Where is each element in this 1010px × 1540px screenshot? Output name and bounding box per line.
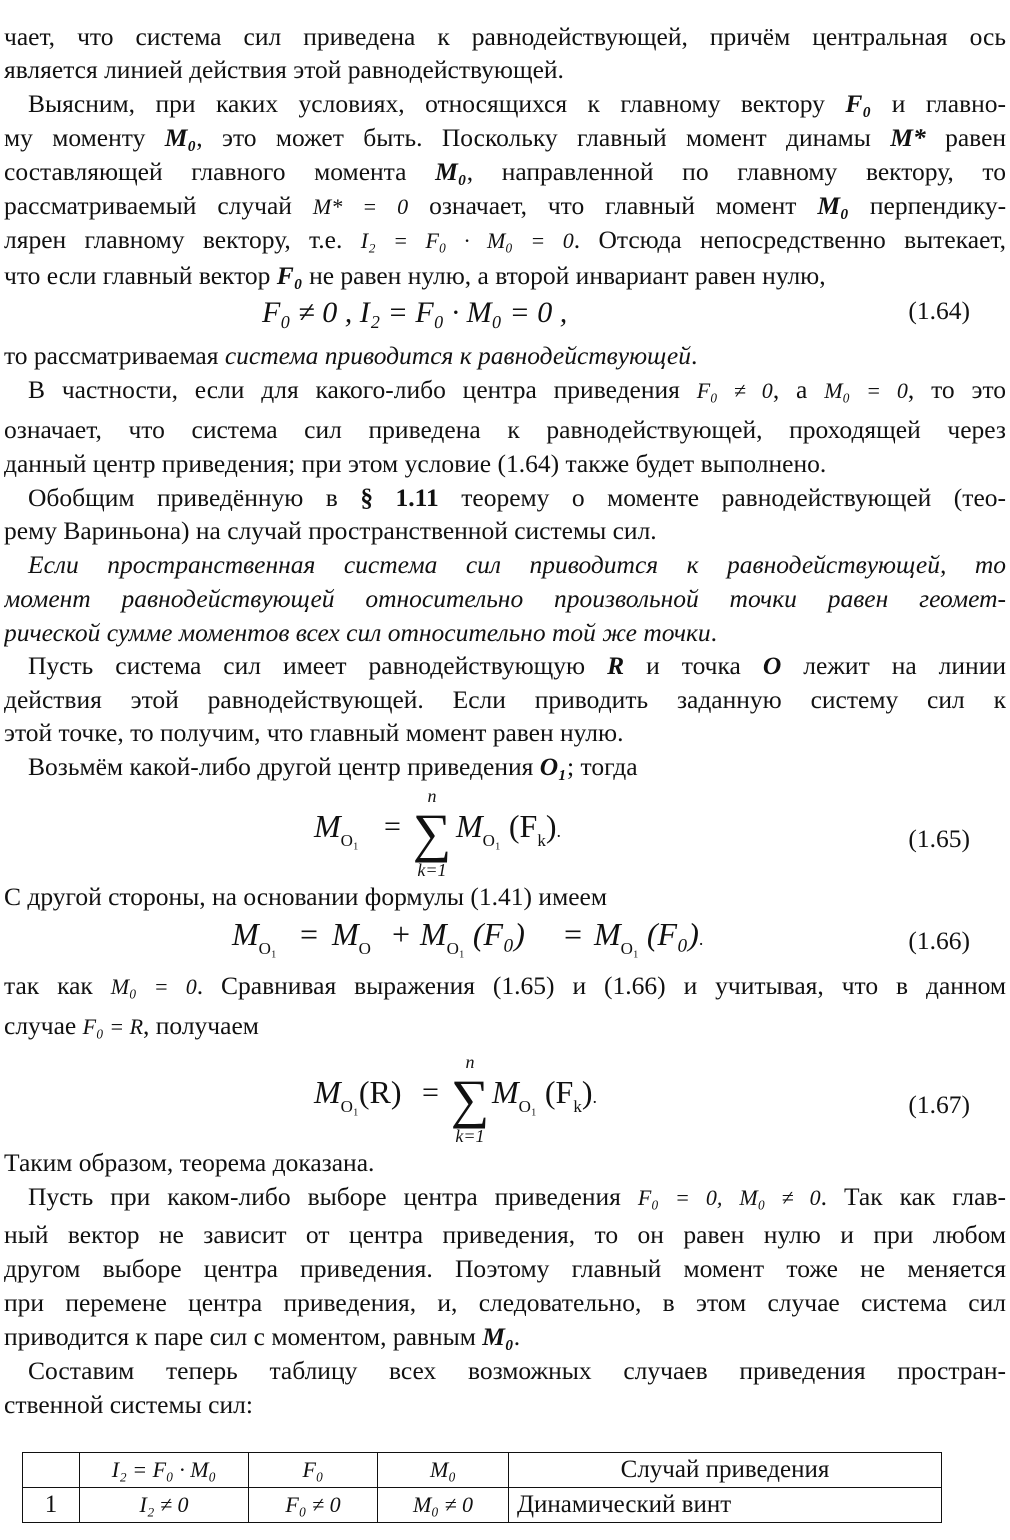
- theorem-line: Если пространственная система сил приводится к равнодействующей, то: [28, 550, 1006, 579]
- table-cell: Динамический винт: [509, 1488, 942, 1523]
- table-cell: I₂ ≠ 0: [80, 1488, 249, 1523]
- text-line: С другой стороны, на основании формулы (1.41) имеем: [4, 882, 607, 911]
- table-header-cell: [23, 1453, 80, 1488]
- equation-1-67: $M_{O_1}(R)$ = n ∑ k=1 $M_{O_1}$ $(F_k)$. (1.67): [314, 1052, 970, 1146]
- text-line: Составим теперь таблицу всех возможных случаев приведения простран-: [28, 1356, 1006, 1385]
- text-line: рему Вариньона) на случай пространственной системы сил.: [4, 516, 657, 545]
- text-line: то рассматриваемая система приводится к равнодействующей.: [4, 341, 698, 370]
- text-line: Пусть при каком-либо выборе центра приведения F₀ = 0, M₀ ≠ 0. Так как глав-: [28, 1182, 1006, 1211]
- text-line: ный вектор не зависит от центра приведения, то он равен нулю и при любом: [4, 1220, 1006, 1249]
- text-line: чает, что система сил приведена к равнодействующей, причём центральная ось: [4, 22, 1006, 51]
- text-line: В частности, если для какого-либо центра приведения F₀ ≠ 0, а M₀ = 0, то это: [28, 375, 1006, 404]
- table-cell: 1: [23, 1488, 80, 1523]
- text-line: является линией действия этой равнодействующей.: [4, 55, 564, 84]
- equation-1-65: $M_{O_1}$ = n ∑ k=1 $M_{O_1}$ $(F_k)$. (1.65): [314, 786, 970, 880]
- table-header-row: [23, 1453, 942, 1488]
- reduction-cases-table: [22, 1452, 942, 1523]
- table-header-cell: Случай приведения: [509, 1453, 942, 1488]
- text-line: лярен главному вектору, т.е. I₂ = F₀ · M₀ = 0. Отсюда непосредственно вытекает,: [4, 225, 1006, 254]
- theorem-line: момент равнодействующей относительно произвольной точки равен геомет-: [4, 584, 1006, 613]
- text-line: Пусть система сил имеет равнодействующую R и точка O лежит на линии: [28, 651, 1006, 680]
- text-line: данный центр приведения; при этом условие (1.64) также будет выполнено.: [4, 449, 827, 478]
- theorem-line: рической сумме моментов всех сил относительно той же точки.: [4, 618, 718, 647]
- table-cell: M₀ ≠ 0: [378, 1488, 509, 1523]
- table-header-cell: F₀: [249, 1453, 378, 1488]
- text-line: при перемене центра приведения, и, следовательно, в этом случае система сил: [4, 1288, 1006, 1317]
- table-row: [23, 1488, 942, 1523]
- text-line: так как M₀ = 0. Сравнивая выражения (1.65) и (1.66) и учитывая, что в данном: [4, 971, 1006, 1000]
- text-line: ственной системы сил:: [4, 1390, 253, 1419]
- text-line: означает, что система сил приведена к равнодействующей, проходящей через: [4, 415, 1006, 444]
- sum-symbol: n ∑ k=1: [450, 1052, 490, 1146]
- text-line: другом выборе центра приведения. Поэтому главный момент тоже не меняется: [4, 1254, 1006, 1283]
- table-header-cell: M₀: [378, 1453, 509, 1488]
- text-line: что если главный вектор F₀ не равен нулю, а второй инвариант равен нулю,: [4, 261, 826, 290]
- text-line: действия этой равнодействующей. Если приводить заданную систему сил к: [4, 685, 1006, 714]
- equation-1-64: F₀ ≠ 0 , I₂ = F₀ · M₀ = 0 , (1.64): [262, 296, 970, 329]
- text-line: этой точке, то получим, что главный момент равен нулю.: [4, 718, 624, 747]
- table-cell: F₀ ≠ 0: [249, 1488, 378, 1523]
- table-header-cell: I₂ = F₀ · M₀: [80, 1453, 249, 1488]
- text-line: случае F₀ = R, получаем: [4, 1011, 259, 1040]
- text-line: му моменту M₀, это может быть. Поскольку главный момент динамы M* равен: [4, 123, 1006, 152]
- equation-1-66: $M_{O_1}$ = $M_O$ + $M_{O_1}$ (F₀) = $M_{O_1}$ (F₀). (1.66): [232, 916, 970, 958]
- text-line: приводится к паре сил с моментом, равным M₀.: [4, 1322, 521, 1351]
- sum-symbol: n ∑ k=1: [412, 786, 452, 880]
- text-line: Обобщим приведённую в § 1.11 теорему о моменте равнодействующей (тео-: [28, 483, 1006, 512]
- text-line: рассматриваемый случай M* = 0 означает, что главный момент M₀ перпендику-: [4, 191, 1006, 220]
- text-line: составляющей главного момента M₀, направленной по главному вектору, то: [4, 157, 1006, 186]
- text-line: Выясним, при каких условиях, относящихся к главному вектору F₀ и главно-: [28, 89, 1006, 118]
- text-line: Таким образом, теорема доказана.: [4, 1148, 375, 1177]
- text-line: Возьмём какой-либо другой центр приведения O₁; тогда: [28, 752, 638, 781]
